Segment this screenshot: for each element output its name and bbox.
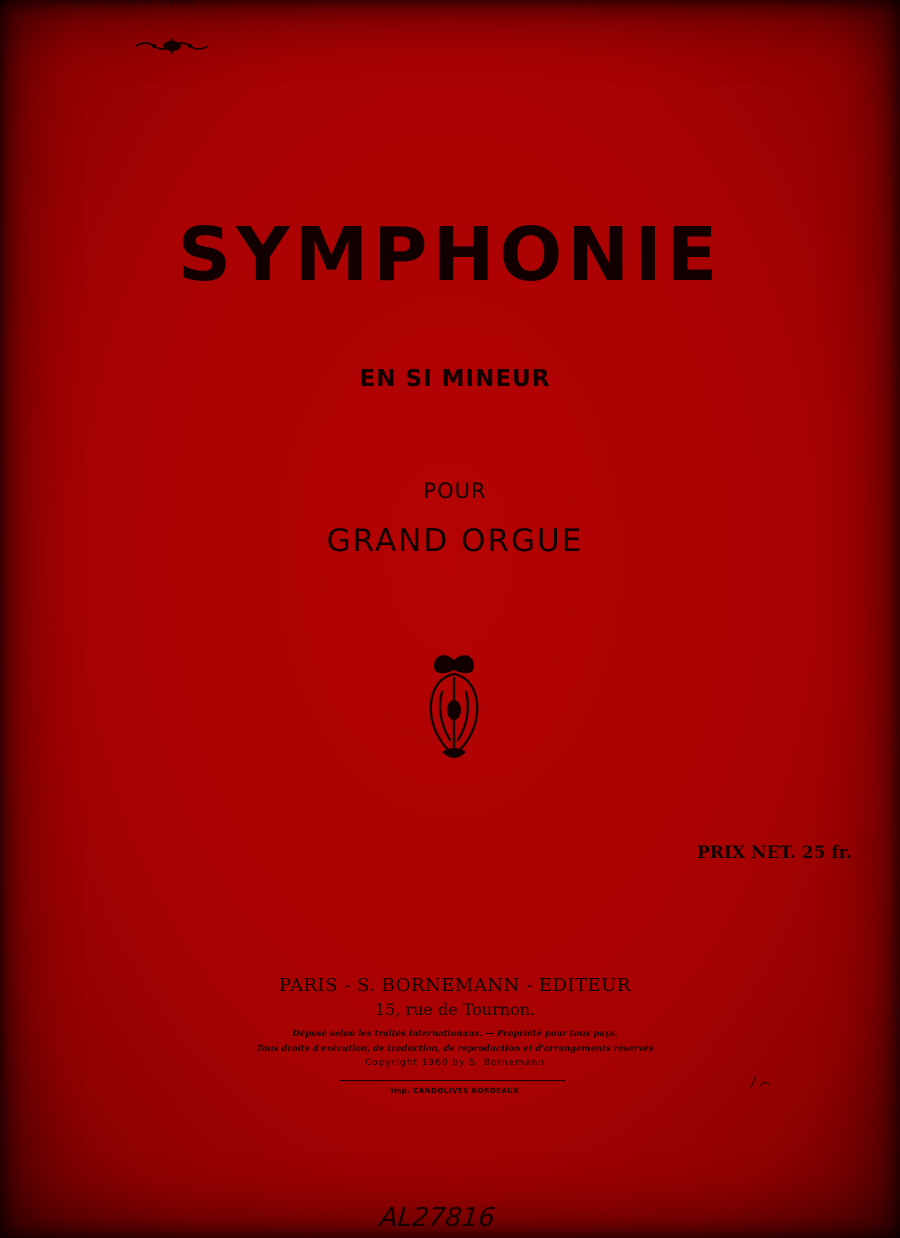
printer-credit: Imp. CANDOLIVES BORDEAUX	[390, 1087, 520, 1095]
divider-rule	[340, 1080, 565, 1081]
top-strip-text: DE LA MUSIQUE DE L'ORGUE	[70, 0, 196, 6]
legal-notice-1: Déposé selon les traités internationaux. — Propriété pour tous pays.	[292, 1029, 618, 1039]
floral-crest-icon	[420, 648, 488, 760]
key-subtitle: EN SI MINEUR	[359, 366, 551, 392]
publisher-address: 15, rue de Tournon.	[374, 1000, 536, 1019]
legal-notice-2: Tous droits d'exécution, de traduction, de reproduction et d'arrangements réservés	[256, 1044, 654, 1054]
price-label: PRIX NET. 25 fr.	[697, 843, 852, 863]
pencil-mark-icon	[748, 1072, 774, 1092]
page-title: SYMPHONIE	[177, 212, 723, 298]
publisher-line: PARIS - S. BORNEMANN - EDITEUR	[279, 975, 631, 996]
instrument-label: GRAND ORGUE	[326, 523, 584, 559]
catalog-stamp: AL27816	[378, 1203, 497, 1233]
scroll-ornament-icon	[132, 34, 212, 58]
for-label: POUR	[423, 479, 487, 503]
copyright-notice: Copyright 1960 by S. Bornemann	[364, 1058, 546, 1068]
